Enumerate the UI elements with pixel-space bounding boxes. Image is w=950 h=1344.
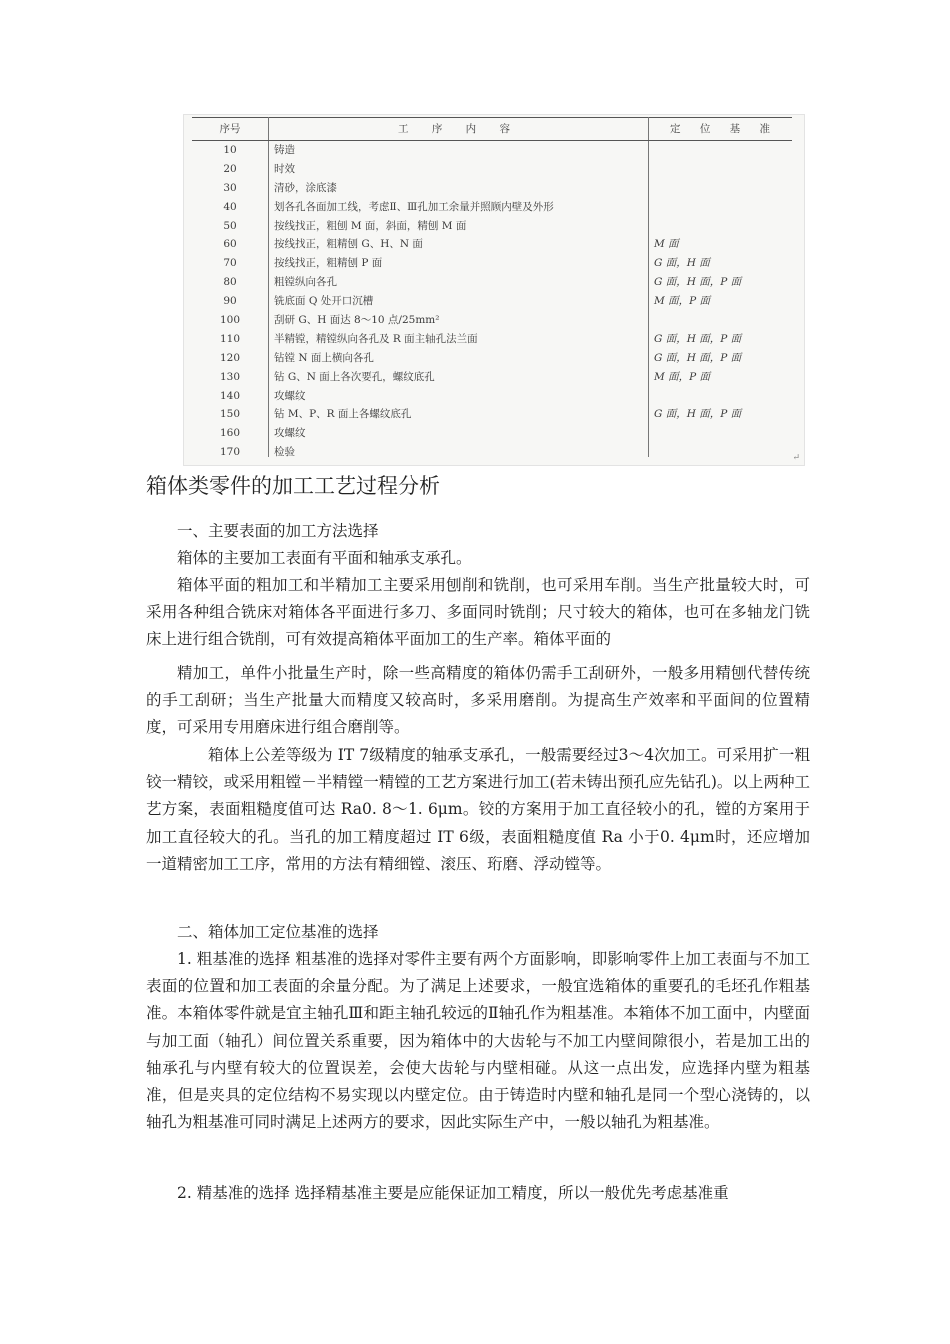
cell-content: 钻 G、N 面上各次要孔，螺纹底孔 <box>274 370 435 383</box>
table-row <box>192 273 792 292</box>
cell-content: 检验 <box>274 446 295 459</box>
cell-datum: G 面，H 面，P 面 <box>654 332 742 345</box>
table-row <box>192 292 792 311</box>
cell-content: 攻螺纹 <box>274 427 306 440</box>
cell-seq: 50 <box>223 219 237 232</box>
cell-seq: 20 <box>223 162 237 175</box>
section-heading-2: 二、箱体加工定位基准的选择 <box>177 923 379 941</box>
cell-content: 按线找正，粗精刨 G、H、N 面 <box>274 238 423 251</box>
paragraph: 箱体的主要加工表面有平面和轴承支承孔。 <box>177 549 472 567</box>
table-row <box>192 405 792 424</box>
cell-content: 刮研 G、H 面达 8～10 点/25mm² <box>274 314 440 327</box>
cell-datum: G 面，H 面，P 面 <box>654 351 742 364</box>
cell-content: 粗镗纵向各孔 <box>274 276 337 289</box>
cell-content: 半精镗，精镗纵向各孔及 R 面主轴孔法兰面 <box>274 332 478 345</box>
table-row <box>192 198 792 217</box>
table-row <box>192 179 792 198</box>
table-body <box>192 141 792 462</box>
cell-seq: 30 <box>223 181 237 194</box>
table-row <box>192 387 792 406</box>
cell-seq: 70 <box>223 257 237 270</box>
table-row <box>192 443 792 462</box>
table-row <box>192 311 792 330</box>
cell-seq: 140 <box>219 389 241 402</box>
cell-datum: M 面，P 面 <box>654 370 710 383</box>
table-row <box>192 424 792 443</box>
cell-seq: 160 <box>219 427 241 440</box>
cell-seq: 40 <box>223 200 237 213</box>
cell-seq: 90 <box>223 295 237 308</box>
page-title: 箱体类零件的加工工艺过程分析 <box>146 474 440 498</box>
cell-content: 铸造 <box>274 144 295 156</box>
cell-seq: 110 <box>219 332 241 345</box>
paragraph: 精加工，单件小批量生产时，除一些高精度的箱体仍需手工刮研外，一般多用精刨代替传统的手工刮研；当生产批量大而精度又较高时，多采用磨削。为提高生产效率和平面间的位置精度，可采用专用磨床进行组合磨削等。 <box>146 664 810 737</box>
header-content: 工 序 内 容 <box>397 123 520 135</box>
cell-seq: 130 <box>219 370 241 383</box>
table-row <box>192 160 792 179</box>
cell-datum: G 面，H 面，P 面 <box>654 408 742 421</box>
process-table-image <box>183 114 805 466</box>
table-row <box>192 235 792 254</box>
cell-content: 按线找正，粗刨 M 面，斜面，精刨 M 面 <box>274 219 467 232</box>
paragraph: 1. 粗基准的选择 粗基准的选择对零件主要有两个方面影响，即影响零件上加工表面与不加工表面的位置和加工表面的余量分配。为了满足上述要求，一般宜选箱体的重要孔的毛坯孔作粗基准。本箱体零件就是宜主轴孔Ⅲ和距主轴孔较远的Ⅱ轴孔作为粗基准。本箱体不加工面中，内壁面与加工面（轴孔）间位置关系重要，因为箱体中的大齿轮与不加工内壁间隙很小，若是加工出的轴承孔与内壁有较大的位置误差，会使大齿轮与内壁相碰。从这一点出发，应选择内壁为粗基准，但是夹具的定位结构不易实现以内壁定位。由于铸造时内壁和轴孔是同一个型心浇铸的，以轴孔为粗基准可同时满足上述两方的要求，因此实际生产中，一般以轴孔为粗基准。 <box>146 950 810 1132</box>
cell-seq: 80 <box>223 276 237 289</box>
table-header-row <box>192 118 792 141</box>
process-table <box>192 117 792 462</box>
cell-datum: G 面，H 面，P 面 <box>654 276 742 289</box>
table-row <box>192 368 792 387</box>
cell-content: 钻镗 N 面上横向各孔 <box>274 351 374 364</box>
cell-content: 铣底面 Q 处开口沉槽 <box>274 295 374 308</box>
table-row <box>192 217 792 236</box>
header-datum: 定 位 基 准 <box>669 123 778 135</box>
table-row <box>192 141 792 160</box>
cell-content: 时效 <box>274 162 295 175</box>
cell-content: 攻螺纹 <box>274 389 306 402</box>
return-mark-icon: ↵ <box>792 453 800 463</box>
cell-datum: M 面 <box>654 238 679 251</box>
table-row <box>192 330 792 349</box>
header-seq: 序号 <box>219 123 241 135</box>
cell-seq: 100 <box>219 314 241 327</box>
cell-seq: 120 <box>219 351 241 364</box>
cell-seq: 60 <box>223 238 237 251</box>
cell-seq: 150 <box>219 408 241 421</box>
paragraph: 2. 精基准的选择 选择精基准主要是应能保证加工精度，所以一般优先考虑基准重 <box>177 1184 729 1202</box>
section-heading-1: 一、主要表面的加工方法选择 <box>177 522 379 540</box>
paragraph: 箱体上公差等级为 IT 7级精度的轴承支承孔，一般需要经过3～4次加工。可采用扩一粗铰一精铰，或采用粗镗－半精镗一精镗的工艺方案进行加工(若未铸出预孔应先钻孔)。以上两种工艺方案，表面粗糙度值可达 Ra0. 8～1. 6μm。铰的方案用于加工直径较小的孔，镗的方案用于加工直径较大的孔。当孔的加工精度超过 IT 6级，表面粗糙度值 Ra 小于0. 4μm时，还应增加一道精密加工工序，常用的方法有精细镗、滚压、珩磨、浮动镗等。 <box>146 746 810 873</box>
cell-seq: 170 <box>219 446 241 459</box>
cell-content: 钻 M、P、R 面上各螺纹底孔 <box>274 408 412 421</box>
cell-datum: G 面，H 面 <box>654 257 710 270</box>
cell-datum: M 面，P 面 <box>654 295 710 308</box>
table-row <box>192 254 792 273</box>
paragraph: 箱体平面的粗加工和半精加工主要采用刨削和铣削，也可采用车削。当生产批量较大时，可采用各种组合铣床对箱体各平面进行多刀、多面同时铣削；尺寸较大的箱体，也可在多轴龙门铣床上进行组合铣削，可有效提高箱体平面加工的生产率。箱体平面的 <box>146 576 810 649</box>
cell-content: 按线找正，粗精刨 P 面 <box>274 257 383 270</box>
table-row <box>192 349 792 368</box>
cell-seq: 10 <box>223 144 237 156</box>
cell-content: 清砂，涂底漆 <box>274 181 337 194</box>
cell-content: 划各孔各面加工线，考虑Ⅱ、Ⅲ孔加工余量并照顾内壁及外形 <box>274 200 554 213</box>
